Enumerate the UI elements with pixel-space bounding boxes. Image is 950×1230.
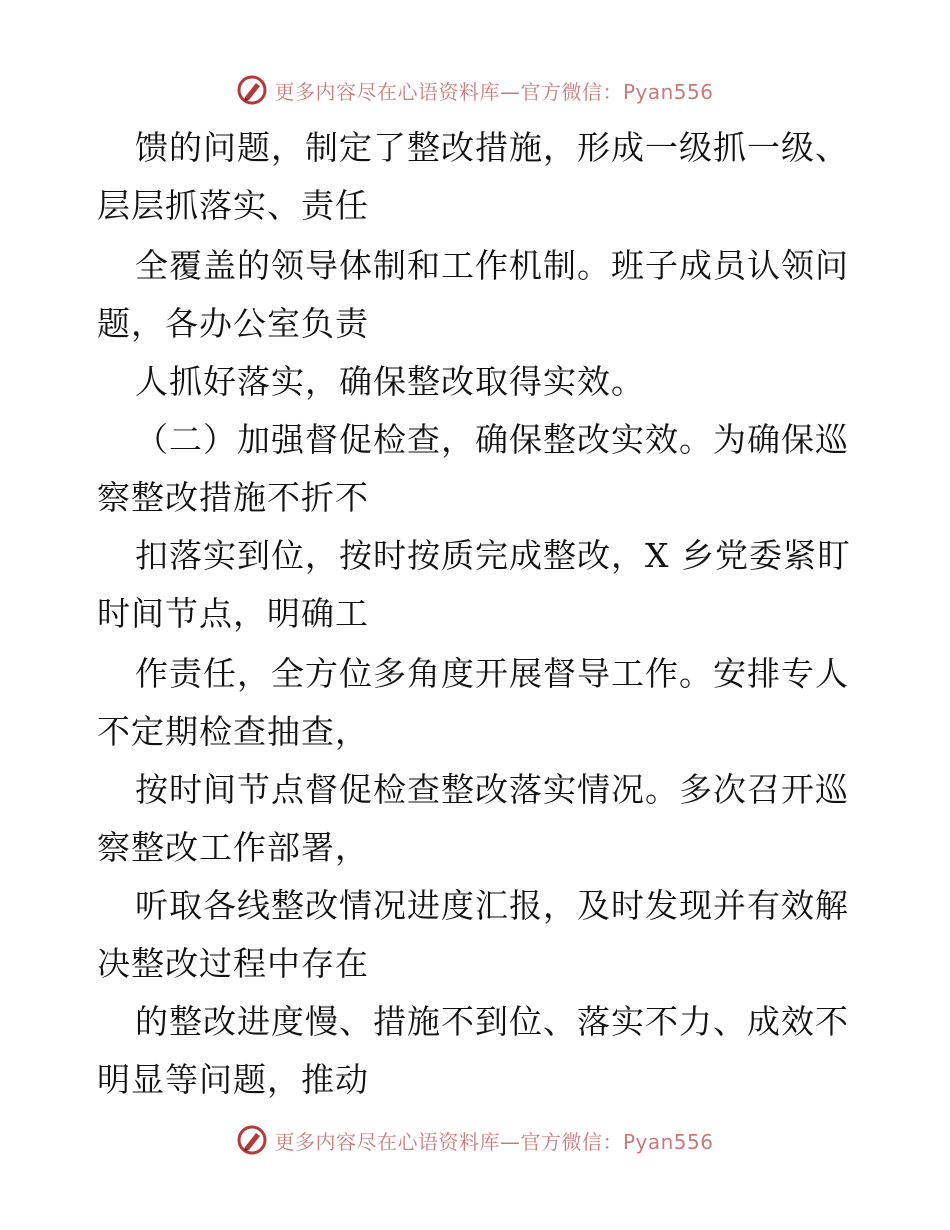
footer-banner-text: 更多内容尽在心语资料库—官方微信：Pyan556 (274, 1129, 714, 1154)
text-line-6: （二）加强督促检查，确保整改实效。为确保巡 (135, 420, 849, 459)
text-line-7: 察整改措施不折不 (97, 478, 369, 517)
text-line-14: 听取各线整改情况进度汇报，及时发现并有效解 (135, 886, 849, 925)
text-line-12: 按时间节点督促检查整改落实情况。多次召开巡 (135, 770, 849, 809)
text-line-8: 扣落实到位，按时按质完成整改，X 乡党委紧盯 (135, 536, 851, 575)
text-line-2: 层层抓落实、责任 (97, 186, 369, 225)
text-line-10: 作责任，全方位多角度开展督导工作。安排专人 (135, 654, 849, 693)
text-line-9: 时间节点，明确工 (97, 594, 369, 633)
text-line-17: 明显等问题，推动 (97, 1060, 369, 1099)
text-line-3: 全覆盖的领导体制和工作机制。班子成员认领问 (135, 246, 849, 285)
text-line-15: 决整改过程中存在 (97, 944, 369, 983)
footer-banner (0, 1120, 950, 1160)
pen-logo-icon (236, 74, 268, 106)
text-line-11: 不定期检查抽查， (97, 712, 369, 751)
text-line-1: 馈的问题，制定了整改措施，形成一级抓一级、 (135, 128, 849, 167)
text-line-13: 察整改工作部署， (97, 828, 369, 867)
pen-logo-icon (236, 1124, 268, 1156)
text-line-16: 的整改进度慢、措施不到位、落实不力、成效不 (135, 1002, 849, 1041)
header-banner (0, 70, 950, 110)
text-line-4: 题，各办公室负责 (97, 304, 369, 343)
header-banner-text: 更多内容尽在心语资料库—官方微信：Pyan556 (274, 79, 714, 104)
text-line-5: 人抓好落实，确保整改取得实效。 (135, 362, 645, 401)
